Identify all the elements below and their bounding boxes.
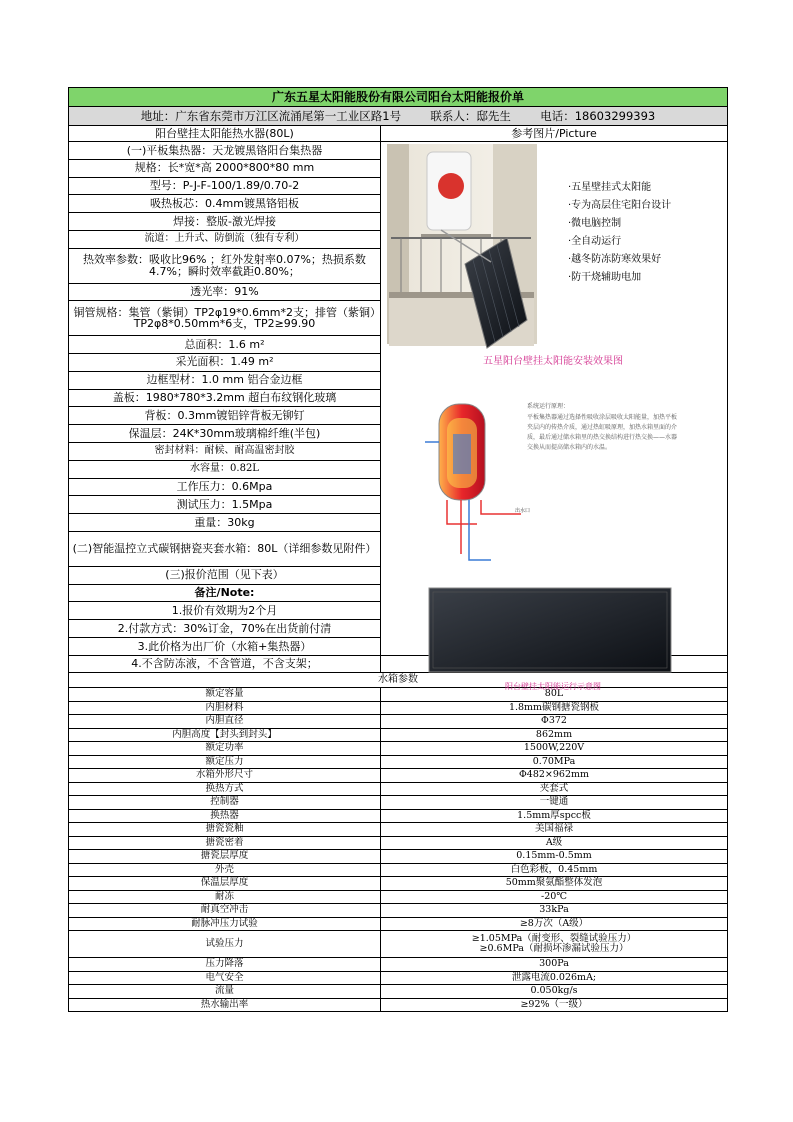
tank-value-line: ≥1.05MPa（耐变形、裂缝试验压力） — [471, 933, 637, 945]
sheet-title: 广东五星太阳能股份有限公司阳台太阳能报价单 — [69, 88, 728, 107]
spec-row: 盖板：1980*780*3.2mm 超白布纹钢化玻璃 — [69, 389, 381, 407]
diagram-caption: 阳台壁挂太阳能运行示意图 — [505, 682, 601, 691]
tank-label: 换热器 — [69, 809, 381, 823]
spec-row: 背板：0.3mm镀铝锌背板无铆钉 — [69, 407, 381, 425]
tank-value: -20℃ — [381, 890, 728, 904]
note-row: 4.不含防冻液，不含管道，不含支架； — [69, 656, 381, 673]
tank-value: ≥92%（一级） — [381, 998, 728, 1012]
tank-value: Φ372 — [381, 715, 728, 729]
feature-text: ·专为高层住宅阳台设计 — [568, 200, 672, 211]
spec-row: 重量：30kg — [69, 514, 381, 532]
tank-value: 50mm聚氨酯整体发泡 — [381, 877, 728, 891]
tank-value: 夹套式 — [381, 782, 728, 796]
table-row — [69, 890, 728, 904]
diagram-text: 夹层内的传热介质，通过热虹吸原理，加热水箱里面的介 — [527, 424, 678, 431]
spec-row: 型号：P-J-F-100/1.89/0.70-2 — [69, 177, 381, 195]
tank-label: 流量 — [69, 985, 381, 999]
tank-value-line: ≥0.6MPa（耐损坏渗漏试验压力） — [479, 943, 629, 954]
spec-row: (三)报价范围（见下表） — [69, 566, 381, 584]
table-row — [69, 769, 728, 783]
install-caption: 五星阳台壁挂太阳能安装效果图 — [483, 356, 623, 367]
table-row — [69, 877, 728, 891]
tank-value: 80L — [381, 688, 728, 702]
tank-value: 一键通 — [381, 796, 728, 810]
table-row — [69, 701, 728, 715]
table-row — [69, 742, 728, 756]
tank-label: 搪瓷密着 — [69, 836, 381, 850]
tank-section-title: 水箱参数 — [69, 673, 728, 688]
address: 地址：广东省东莞市万江区流涌尾第一工业区路1号 — [140, 108, 402, 123]
tank-label: 耐脉冲压力试验 — [69, 917, 381, 931]
tank-label: 试验压力 — [69, 931, 381, 958]
tank-value: 0.70MPa — [381, 755, 728, 769]
tank-value: 1500W,220V — [381, 742, 728, 756]
note-row: 1.报价有效期为2个月 — [69, 602, 381, 620]
collector-panel — [429, 588, 671, 672]
feature-text: ·微电脑控制 — [568, 218, 622, 229]
table-row — [69, 958, 728, 972]
table-row — [69, 715, 728, 729]
tank-label: 水箱外形尺寸 — [69, 769, 381, 783]
tank-params — [69, 688, 728, 931]
table-row — [69, 971, 728, 985]
diagram-text: 质，最后通过储水箱里的热交换结构进行热交换——水器 — [527, 434, 678, 441]
spec-row: (二)智能温控立式碳钢搪瓷夹套水箱：80L（详细参数见附件） — [69, 532, 381, 567]
tank-label: 热水输出率 — [69, 998, 381, 1012]
tank-value: ≥8万次（A级） — [381, 917, 728, 931]
spec-row: 测试压力：1.5Mpa — [69, 496, 381, 514]
spec-row: 边框型材：1.0 mm 铝合金边框 — [69, 371, 381, 389]
spec-row: 流道：上升式、防倒流（独有专利） — [69, 231, 381, 249]
tank-value: Φ482×962mm — [381, 769, 728, 783]
table-row — [69, 823, 728, 837]
tank-label: 耐冻 — [69, 890, 381, 904]
tank-value: 1.8mm碳钢搪瓷钢板 — [381, 701, 728, 715]
table-row — [69, 917, 728, 931]
spec-row: 规格：长*宽*高 2000*800*80 mm — [69, 159, 381, 177]
tank-label: 搪瓷瓷釉 — [69, 823, 381, 837]
spec-row: (一)平板集热器：天龙镀黑铬阳台集热器 — [69, 142, 381, 160]
address-line — [69, 107, 728, 126]
tank-label: 控制器 — [69, 796, 381, 810]
tank-value: 泄露电流0.026mA; — [381, 971, 728, 985]
note-row: 3.此价格为出厂价（水箱+集热器） — [69, 638, 381, 656]
table-row — [69, 836, 728, 850]
spec-row: 透光率：91% — [69, 283, 381, 301]
table-row — [69, 863, 728, 877]
tank-label: 压力降落 — [69, 958, 381, 972]
spec-row: 焊接：整版-激光焊接 — [69, 213, 381, 231]
table-row — [69, 688, 728, 702]
tank-value: 白色彩板，0.45mm — [381, 863, 728, 877]
spec-row: 工作压力：0.6Mpa — [69, 478, 381, 496]
tank-value: 0.050kg/s — [381, 985, 728, 999]
tank-label: 保温层厚度 — [69, 877, 381, 891]
tank-value: 0.15mm-0.5mm — [381, 850, 728, 864]
picture-header: 参考图片/Picture — [381, 126, 728, 142]
quotation-sheet — [68, 87, 728, 1012]
table-row — [69, 728, 728, 742]
tank-value: 862mm — [381, 728, 728, 742]
tank-value — [381, 931, 728, 958]
tank-value: 美国福禄 — [381, 823, 728, 837]
spec-row: 热效率参数：吸收比96% ；红外发射率0.07%；热损系数4.7%；瞬时效率截距0.80%； — [69, 248, 381, 283]
tank-label: 换热方式 — [69, 782, 381, 796]
svg-text:出水口: 出水口 — [515, 508, 531, 514]
tank-value: 33kPa — [381, 904, 728, 918]
tank-label: 耐真空冲击 — [69, 904, 381, 918]
feature-text: ·越冬防冻防寒效果好 — [568, 254, 662, 265]
note-row: 2.付款方式：30%订金，70%在出货前付清 — [69, 620, 381, 638]
table-row — [69, 985, 728, 999]
tank-label: 搪瓷层厚度 — [69, 850, 381, 864]
diagram-title: 系统运行原理： — [527, 403, 570, 410]
table-row — [69, 904, 728, 918]
note-heading: 备注/Note: — [69, 584, 381, 602]
tank-value: 1.5mm厚spcc板 — [381, 809, 728, 823]
tank-label: 电气安全 — [69, 971, 381, 985]
tank-label: 额定压力 — [69, 755, 381, 769]
table-row — [69, 809, 728, 823]
spec-row: 保温层：24K*30mm玻璃棉纤维(半包) — [69, 425, 381, 443]
feature-text: ·全自动运行 — [568, 236, 622, 247]
tank-label: 内胆材料 — [69, 701, 381, 715]
diagram-text: 交换从而提高储水箱内的水温。 — [527, 444, 612, 451]
feature-text: ·防干烧辅助电加 — [568, 272, 642, 283]
spec-row: 总面积：1.6 m² — [69, 336, 381, 354]
table-row — [69, 998, 728, 1012]
table-row — [69, 796, 728, 810]
tank-label: 外壳 — [69, 863, 381, 877]
diagram-text: 平板集热器通过选择性吸收涂层吸收太阳能量，加热平板 — [527, 414, 678, 421]
phone: 电话：18603299393 — [540, 108, 656, 123]
tank-params-2 — [69, 958, 728, 1012]
tank-label: 内胆直径 — [69, 715, 381, 729]
spec-row: 水容量：0.82L — [69, 460, 381, 478]
contact: 联系人：邸先生 — [430, 108, 511, 123]
spec-row: 铜管规格：集管（紫铜）TP2φ19*0.6mm*2支；排管（紫铜）TP2φ8*0.50mm*6支，TP2≥99.90 — [69, 301, 381, 336]
tank-value: 300Pa — [381, 958, 728, 972]
tank-label: 额定容量 — [69, 688, 381, 702]
spec-row: 采光面积：1.49 m² — [69, 353, 381, 371]
table-row — [69, 782, 728, 796]
spec-row: 吸热板芯：0.4mm镀黑铬铝板 — [69, 195, 381, 213]
spec-row: 密封材料：耐候、耐高温密封胶 — [69, 442, 381, 460]
table-row — [69, 850, 728, 864]
table-row — [69, 755, 728, 769]
tank-label: 额定功率 — [69, 742, 381, 756]
feature-text: ·五星壁挂式太阳能 — [568, 182, 652, 193]
tank-value: A级 — [381, 836, 728, 850]
product-name: 阳台壁挂太阳能热水器(80L) — [69, 126, 381, 142]
tank-label: 内胆高度【封头到封头】 — [69, 728, 381, 742]
